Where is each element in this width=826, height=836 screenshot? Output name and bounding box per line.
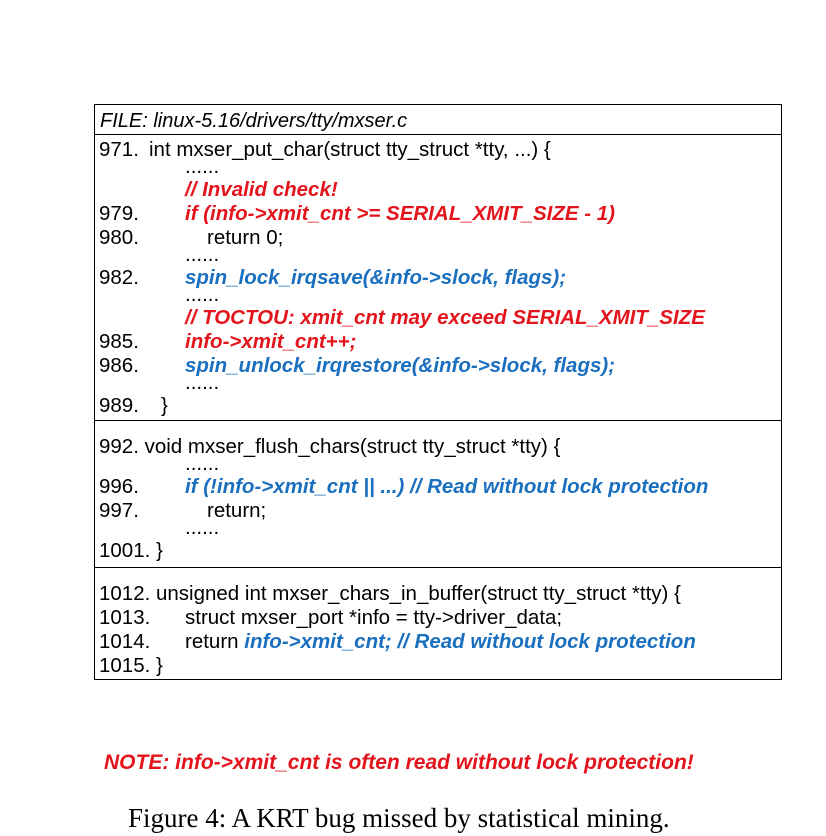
function-signature: 1012. unsigned int mxser_chars_in_buffer(struct tty_struct *tty) { [99, 582, 681, 605]
ellipsis: ...... [185, 371, 220, 394]
code-text: struct mxser_port *info = tty->driver_data; [185, 606, 563, 629]
code-text: spin_unlock_irqrestore(&info->slock, flags); [185, 354, 616, 377]
code-figure [94, 104, 782, 680]
line-number: 1013. [99, 606, 151, 629]
line-number: 985. [99, 330, 139, 353]
code-highlight: info->xmit_cnt; // Read without lock protection [244, 630, 696, 653]
ellipsis: ...... [185, 155, 220, 178]
code-line [99, 654, 781, 678]
line-number: 986. [99, 354, 139, 377]
code-block-put-char [94, 134, 782, 420]
code-line [99, 475, 781, 499]
note-text: NOTE: info->xmit_cnt is often read without lock protection! [104, 751, 694, 774]
ellipsis: ...... [185, 516, 220, 539]
code-line [99, 330, 781, 354]
code-text: spin_lock_irqsave(&info->slock, flags); [185, 266, 567, 289]
code-text: info->xmit_cnt++; [185, 330, 357, 353]
line-number: 989. [99, 394, 139, 417]
ellipsis-line [99, 516, 781, 539]
code-text: if (info->xmit_cnt >= SERIAL_XMIT_SIZE - 1) [185, 202, 615, 225]
code-block-chars-in-buffer [94, 567, 782, 680]
code-line [99, 202, 781, 226]
code-line [99, 606, 781, 630]
line-number: 997. [99, 499, 139, 522]
function-signature: 992. void mxser_flush_chars(struct tty_struct *tty) { [99, 435, 561, 458]
ellipsis-line [99, 452, 781, 475]
code-text [185, 630, 696, 654]
code-text: } [161, 394, 168, 417]
line-number: 996. [99, 475, 139, 498]
code-line [99, 394, 781, 418]
ellipsis-line [99, 283, 781, 306]
figure-caption: Figure 4: A KRT bug missed by statistical mining. [128, 803, 670, 833]
code-text: return 0; [207, 226, 284, 249]
code-line [99, 582, 781, 606]
comment-toctou: // TOCTOU: xmit_cnt may exceed SERIAL_XMIT_SIZE [185, 306, 705, 329]
line-number: 982. [99, 266, 139, 289]
code-line [99, 178, 781, 202]
line-number: 979. [99, 202, 139, 225]
code-text: return; [207, 499, 267, 522]
ellipsis: ...... [185, 243, 220, 266]
ellipsis-line [99, 371, 781, 394]
comment-invalid-check: // Invalid check! [185, 178, 338, 201]
ellipsis: ...... [185, 283, 220, 306]
code-text: 1015. } [99, 654, 163, 677]
ellipsis-line [99, 243, 781, 266]
code-text: if (!info->xmit_cnt || ...) // Read without lock protection [185, 475, 709, 498]
code-line [99, 630, 781, 654]
code-line [99, 539, 781, 563]
code-block-flush-chars [94, 420, 782, 567]
code-line [99, 306, 781, 330]
ellipsis: ...... [185, 452, 220, 475]
code-plain: return [185, 630, 245, 653]
line-number: 980. [99, 226, 139, 249]
line-number: 1014. [99, 630, 151, 653]
function-signature: int mxser_put_char(struct tty_struct *tty, ...) { [149, 138, 551, 161]
line-number: 971. [99, 138, 139, 161]
code-text: 1001. } [99, 539, 163, 562]
ellipsis-line [99, 155, 781, 178]
file-header: FILE: linux-5.16/drivers/tty/mxser.c [94, 104, 782, 134]
